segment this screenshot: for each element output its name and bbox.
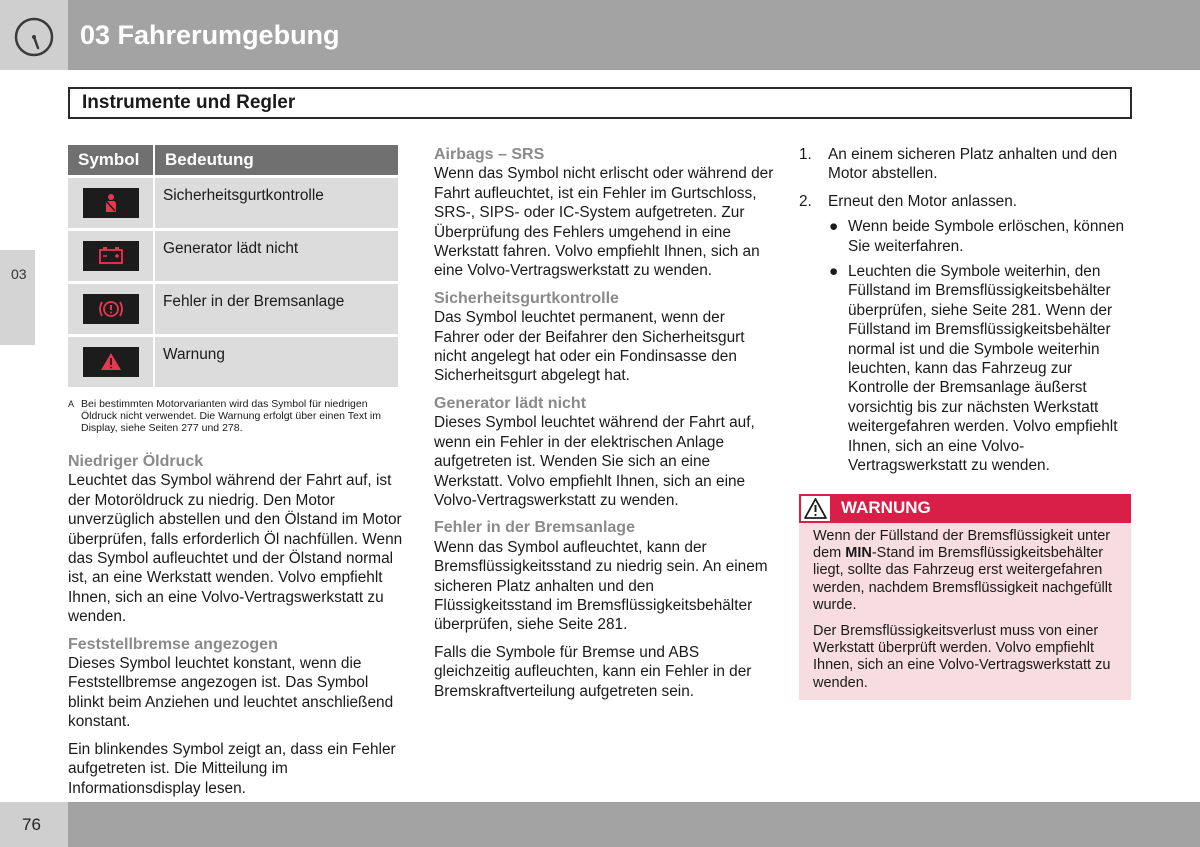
- table-row: [68, 337, 398, 387]
- section-title: Instrumente und Regler: [82, 92, 296, 113]
- table-footnote: [68, 398, 403, 434]
- warning-text: -Stand im Bremsflüssigkeitsbehälter liegt, sollte das Fahrzeug erst weitergefahren werden, nachdem Bremsflüssigkeit nachgefüllt wurde.: [813, 544, 1113, 614]
- oil-pressure-heading: Niedriger Öldruck: [68, 453, 204, 470]
- table-row: [68, 178, 398, 228]
- footnote-text: Bei bestimmten Motorvarianten wird das Symbol für niedrigen Öldruck nicht verwendet. Die Warnung erfolgt über einen Text im Display, siehe Seiten 277 und 278.: [81, 398, 381, 434]
- bullet-icon: ●: [829, 263, 839, 281]
- symbol-table-header: [68, 145, 398, 175]
- brake-fault-heading: Fehler in der Bremsanlage: [434, 519, 635, 537]
- warning-triangle-icon: [801, 496, 830, 521]
- min-label: MIN: [845, 544, 872, 561]
- oil-pressure-text: Leuchtet das Symbol während der Fahrt auf, ist der Motoröldruck zu niedrig. Den Motor unverzüglich abstellen und den Ölstand im Motor überprüfen, falls erforderlich Öl nachfüllen. Wenn das Symbol aufleuchtet und der Ölstand normal ist, an eine Werkstatt wenden. Volvo empfiehlt Ihnen, sich an eine Volvo-Vertragswerkstatt zu wenden.: [68, 472, 403, 626]
- warning-paragraph: Der Bremsflüssigkeitsverlust muss von einer Werkstatt überprüft werden. Volvo empfiehlt Ihnen, sich an eine Volvo-Vertragswerkstatt zu wenden.: [813, 622, 1111, 691]
- parking-brake-text: Dieses Symbol leuchtet konstant, wenn die Feststellbremse angezogen ist. Das Symbol blinkt beim Anziehen und leuchtet anschließend konstant.: [68, 655, 394, 731]
- table-row: [68, 231, 398, 281]
- step-text: Erneut den Motor anlassen.: [828, 192, 1018, 210]
- generator-heading: Generator lädt nicht: [434, 394, 587, 412]
- symbol-meaning: Fehler in der Bremsanlage: [155, 284, 398, 334]
- bullet-icon: ●: [829, 218, 839, 236]
- warning-paragraph: [813, 528, 1119, 615]
- symbol-meaning: Sicherheitsgurtkontrolle: [155, 178, 398, 228]
- brake-warning-icon: [83, 294, 139, 324]
- generator-text: Dieses Symbol leuchtet während der Fahrt auf, wenn ein Fehler in der elektrischen Anlage aufgetreten ist. Wenden Sie sich an eine Werkstatt. Volvo empfiehlt Ihnen, sich an eine Volvo-Vertragswerkstatt zu wenden.: [434, 414, 755, 509]
- header-icon-box: [0, 0, 68, 70]
- symbol-meaning: Warnung: [155, 337, 398, 387]
- procedure-steps: [799, 145, 1131, 476]
- battery-icon: [83, 241, 139, 271]
- column-middle: [434, 145, 774, 701]
- seatbelt-icon: [83, 188, 139, 218]
- warning-text: Wenn der Füllstand der Bremsflüssigkeit unter dem: [813, 527, 1111, 561]
- abs-text: Falls die Symbole für Bremse und ABS gleichzeitig aufleuchten, kann ein Fehler in der Bremskraftverteilung aufgetreten sein.: [434, 643, 752, 700]
- chapter-side-tab-label: 03: [11, 266, 27, 282]
- step-number: 1.: [799, 146, 812, 163]
- step-number: 2.: [799, 192, 812, 210]
- symbol-meaning: Generator lädt nicht: [155, 231, 398, 281]
- column-left: [68, 145, 403, 798]
- section-heading-box: [68, 87, 1132, 119]
- footnote-marker: A: [68, 399, 75, 409]
- blinking-symbol-text: Ein blinkendes Symbol zeigt an, dass ein Fehler aufgetreten ist. Die Mitteilung im Informationsdisplay lesen.: [68, 740, 396, 797]
- chapter-side-tab: [0, 250, 35, 345]
- footer-bar: [0, 802, 1200, 847]
- warning-header: [799, 494, 1131, 523]
- warning-triangle-icon: [83, 347, 139, 377]
- chapter-title: 03 Fahrerumgebung: [80, 20, 340, 50]
- symbol-column-header: Symbol: [68, 145, 155, 175]
- symbol-table: [68, 142, 398, 390]
- warning-box: [799, 494, 1131, 701]
- list-item: [799, 217, 1131, 256]
- step-bullets: [799, 217, 1131, 475]
- seatbelt-heading: Sicherheitsgurtkontrolle: [434, 289, 619, 307]
- airbag-text: Wenn das Symbol nicht erlischt oder während der Fahrt aufleuchtet, ist ein Fehler im Gurtschloss, SRS-, SIPS- oder IC-System aufgetreten. Zur Überprüfung des Fehlers umgehend in eine Werkstatt fahren. Volvo empfiehlt Ihnen, sich an eine Volvo-Vertragswerkstatt zu wenden.: [434, 165, 774, 280]
- list-item: [799, 192, 1131, 476]
- bullet-text: Leuchten die Symbole weiterhin, den Füllstand im Bremsflüssigkeitsbehälter überprüfen, siehe Seite 281. Wenn der Füllstand im Bremsflüssigkeitsbehälter normal ist und die Symbole weiterhin leuchten, kann das Fahrzeug zur Kontrolle der Bremsanlage äußerst vorsichtig bis zur nächsten Werkstatt weitergefahren werden. Volvo empfiehlt Ihnen, sich an eine Volvo-Vertragswerkstatt zu wenden.: [848, 263, 1118, 475]
- airbag-heading: Airbags – SRS: [434, 146, 545, 163]
- warning-body: [799, 523, 1131, 701]
- warning-title: WARNUNG: [841, 497, 931, 517]
- bullet-text: Wenn beide Symbole erlöschen, können Sie weiterfahren.: [848, 218, 1125, 255]
- column-right: [799, 145, 1131, 700]
- step-text: An einem sicheren Platz anhalten und den Motor abstellen.: [828, 146, 1118, 183]
- speedometer-icon: [0, 0, 68, 70]
- list-item: [799, 145, 1131, 184]
- brake-fault-text: Wenn das Symbol aufleuchtet, kann der Bremsflüssigkeitsstand zu niedrig sein. An einem sicheren Platz anhalten und den Flüssigkeitsstand im Bremsflüssigkeitsbehälter überprüfen, siehe Seite 281.: [434, 538, 768, 634]
- list-item: [799, 262, 1131, 475]
- seatbelt-text: Das Symbol leuchtet permanent, wenn der Fahrer oder der Beifahrer den Sicherheitsgurt nicht angelegt hat oder ein Fondinsasse den Sicherheitsgurt abgelegt hat.: [434, 309, 745, 385]
- meaning-column-header: Bedeutung: [155, 145, 398, 175]
- table-row: [68, 284, 398, 334]
- parking-brake-heading: Feststellbremse angezogen: [68, 635, 278, 653]
- page-number: 76: [22, 815, 41, 834]
